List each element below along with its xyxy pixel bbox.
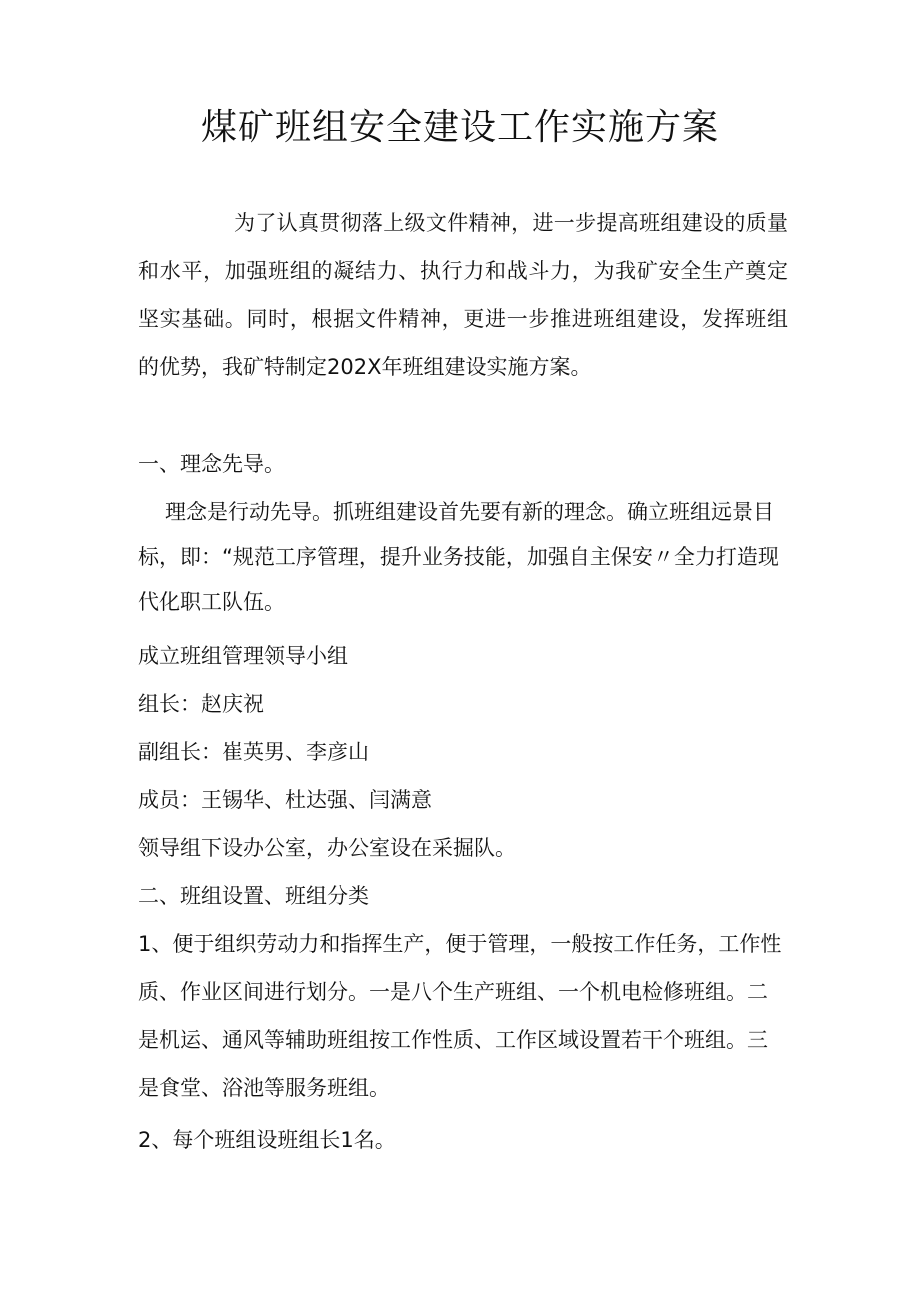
list-item-2: 2、每个班组设班组长1名。 — [138, 1128, 396, 1152]
group-leader-line: 组长：赵庆祝 — [138, 692, 264, 716]
leading-group-title: 成立班组管理领导小组 — [138, 644, 348, 668]
members-line: 成员：王锡华、杜达强、闫满意 — [138, 788, 432, 812]
list-item-1: 1、便于组织劳动力和指挥生产，便于管理，一般按工作任务，工作性质、作业区间进行划分。一是八个生产班组、一个机电检修班组。二是机运、通风等辅助班组按工作性质、工作区域设置若干个班组。三是食堂、浴池等服务班组。 — [138, 932, 782, 1100]
section-heading-2: 二、班组设置、班组分类 — [138, 884, 369, 908]
section-heading-1: 一、理念先导。 — [138, 452, 285, 476]
intro-paragraph: 为了认真贯彻落上级文件精神，进一步提高班组建设的质量和水平，加强班组的凝结力、执行力和战斗力，为我矿安全生产奠定坚实基础。同时，根据文件精神，更进一步推进班组建设，发挥班组的优势，我矿特制定202X年班组建设实施方案。 — [138, 211, 788, 379]
page-title: 煤矿班组安全建设工作实施方案 — [200, 107, 719, 148]
office-line: 领导组下设办公室，办公室设在采掘队。 — [138, 836, 516, 860]
deputy-leader-line: 副组长：崔英男、李彦山 — [138, 740, 369, 764]
section-1-paragraph: 理念是行动先导。抓班组建设首先要有新的理念。确立班组远景目标，即：“规范工序管理，提升业务技能，加强自主保安〃全力打造现代化职工队伍。 — [138, 500, 779, 614]
